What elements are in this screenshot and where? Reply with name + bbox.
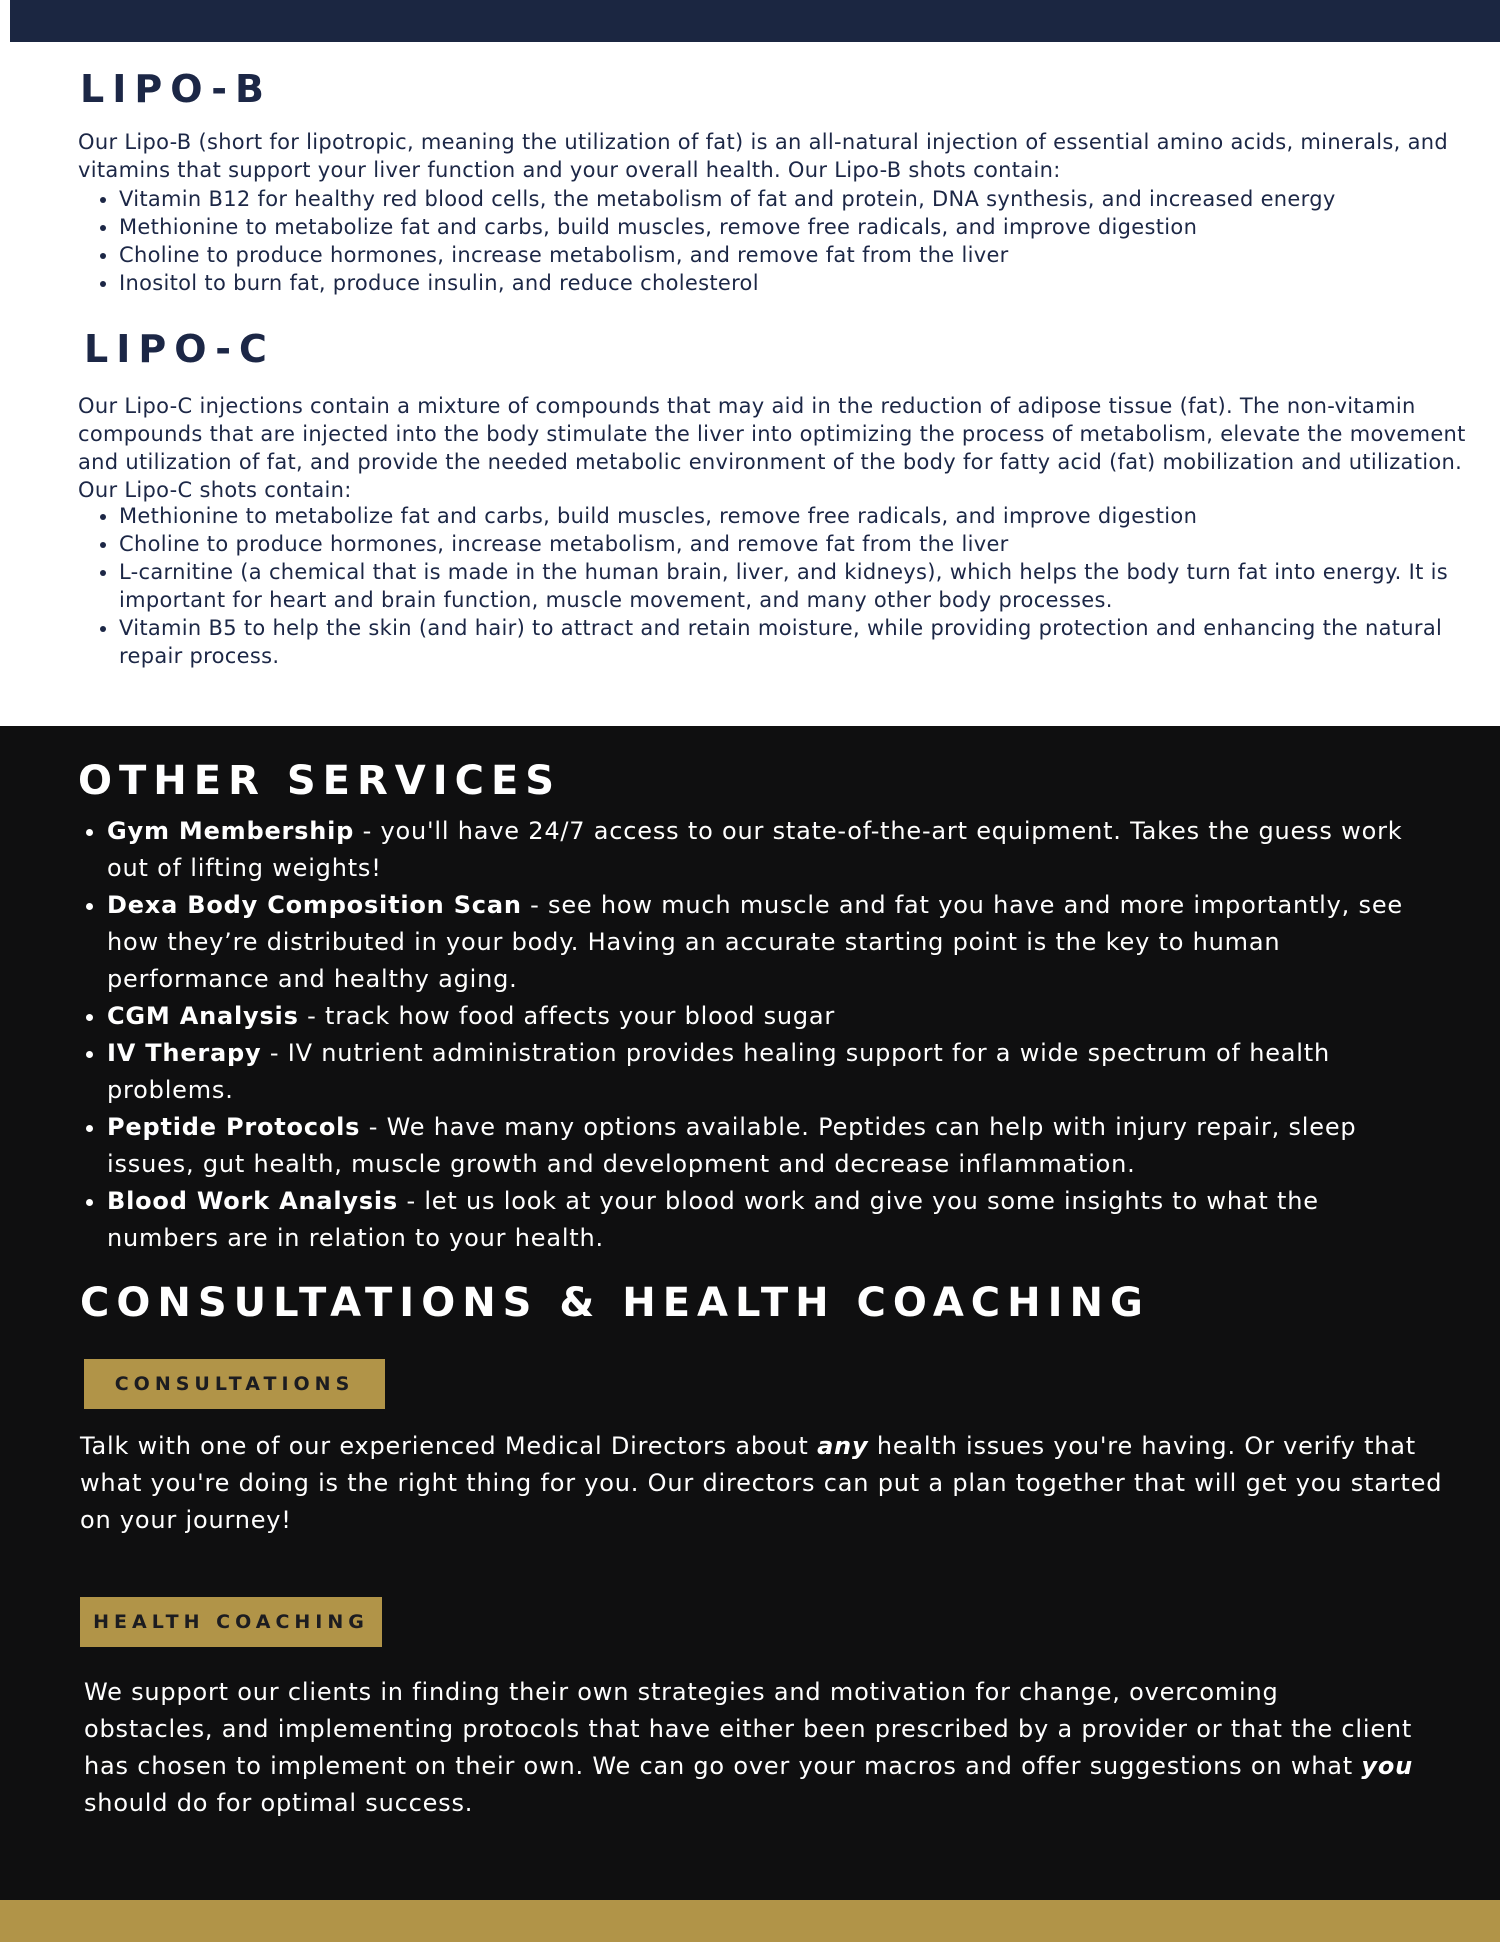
- services-section: [0, 726, 1500, 1900]
- top-header-bar: [10, 0, 1500, 42]
- list-item: [107, 813, 1437, 887]
- list-item: [107, 1109, 1437, 1183]
- lipo-c-list: [78, 502, 1499, 670]
- service-name: Dexa Body Composition Scan: [107, 891, 522, 919]
- list-item: • Methionine to metabolize fat and carbs, build muscles, remove free radicals, and improve digestion: [119, 213, 1500, 241]
- list-item: [107, 1035, 1437, 1109]
- health-coaching-text: We support our clients in finding their own strategies and motivation for change, overcoming obstacles, and implementing protocols that have either been prescribed by a provider or that the client has chosen to implement on their own. We can go over your macros and offer suggestions on what you should do for optimal success.: [84, 1678, 1414, 1817]
- service-desc: - see how much muscle and fat you have and more importantly, see how they’re distributed in your body. Having an accurate starting point is the key to human performance and healthy aging.: [107, 891, 1403, 993]
- lipo-c-intro: Our Lipo-C injections contain a mixture of compounds that may aid in the reduction of adipose tissue (fat). The non-vitamin compounds that are injected into the body stimulate the liver into optimizing the process of metabolism, elevate the movement and utilization of fat, and provide the needed metabolic environment of the body for fatty acid (fat) mobilization and utilization. Our Lipo-C shots contain:: [78, 394, 1466, 502]
- bottom-footer-bar: [0, 1900, 1500, 1942]
- lipo-b-heading: LIPO-B: [80, 67, 272, 111]
- service-name: Gym Membership: [107, 817, 355, 845]
- service-desc: - track how food affects your blood sugar: [298, 1002, 836, 1030]
- list-item: • Methionine to metabolize fat and carbs, build muscles, remove free radicals, and improve digestion: [119, 502, 1499, 530]
- coaching-heading: CONSULTATIONS & HEALTH COACHING: [80, 1280, 1150, 1326]
- lipo-b-list: [78, 185, 1500, 297]
- list-item: [107, 998, 1437, 1035]
- lipo-c-heading: LIPO-C: [84, 327, 275, 371]
- list-item: • Choline to produce hormones, increase metabolism, and remove fat from the liver: [119, 530, 1499, 558]
- service-name: CGM Analysis: [107, 1002, 299, 1030]
- list-item: • Vitamin B5 to help the skin (and hair) to attract and retain moisture, while providing protection and enhancing the natural repair process.: [119, 614, 1499, 670]
- service-desc: - you'll have 24/7 access to our state-of-the-art equipment. Takes the guess work out of lifting weights!: [107, 817, 1403, 882]
- health-coaching-tag: HEALTH COACHING: [80, 1597, 382, 1647]
- service-desc: - let us look at your blood work and give you some insights to what the numbers are in relation to your health.: [107, 1187, 1319, 1252]
- service-desc: - IV nutrient administration provides healing support for a wide spectrum of health problems.: [107, 1039, 1330, 1104]
- consultations-tag: CONSULTATIONS: [84, 1359, 385, 1409]
- list-item: • Choline to produce hormones, increase metabolism, and remove fat from the liver: [119, 241, 1500, 269]
- list-item: [107, 887, 1437, 998]
- other-services-heading: OTHER SERVICES: [78, 758, 562, 804]
- other-services-list: [80, 813, 1437, 1257]
- list-item: • Inositol to burn fat, produce insulin, and reduce cholesterol: [119, 269, 1500, 297]
- lipo-b-intro: Our Lipo-B (short for lipotropic, meaning the utilization of fat) is an all-natural injection of essential amino acids, minerals, and vitamins that support your liver function and your overall health. Our Lipo-B shots contain:: [78, 130, 1448, 182]
- service-name: IV Therapy: [107, 1039, 262, 1067]
- service-name: Peptide Protocols: [107, 1113, 361, 1141]
- service-name: Blood Work Analysis: [107, 1187, 399, 1215]
- list-item: • L-carnitine (a chemical that is made in the human brain, liver, and kidneys), which helps the body turn fat into energy. It is important for heart and brain function, muscle movement, and many other body processes.: [119, 558, 1499, 614]
- lipo-section: [0, 42, 1500, 726]
- list-item: • Vitamin B12 for healthy red blood cells, the metabolism of fat and protein, DNA synthesis, and increased energy: [119, 185, 1500, 213]
- list-item: [107, 1183, 1437, 1257]
- consultations-text: Talk with one of our experienced Medical Directors about any health issues you're having. Or verify that what you're doing is the right thing for you. Our directors can put a plan together that will get you started on your journey!: [80, 1432, 1443, 1534]
- service-desc: - We have many options available. Peptides can help with injury repair, sleep issues, gut health, muscle growth and development and decrease inflammation.: [107, 1113, 1357, 1178]
